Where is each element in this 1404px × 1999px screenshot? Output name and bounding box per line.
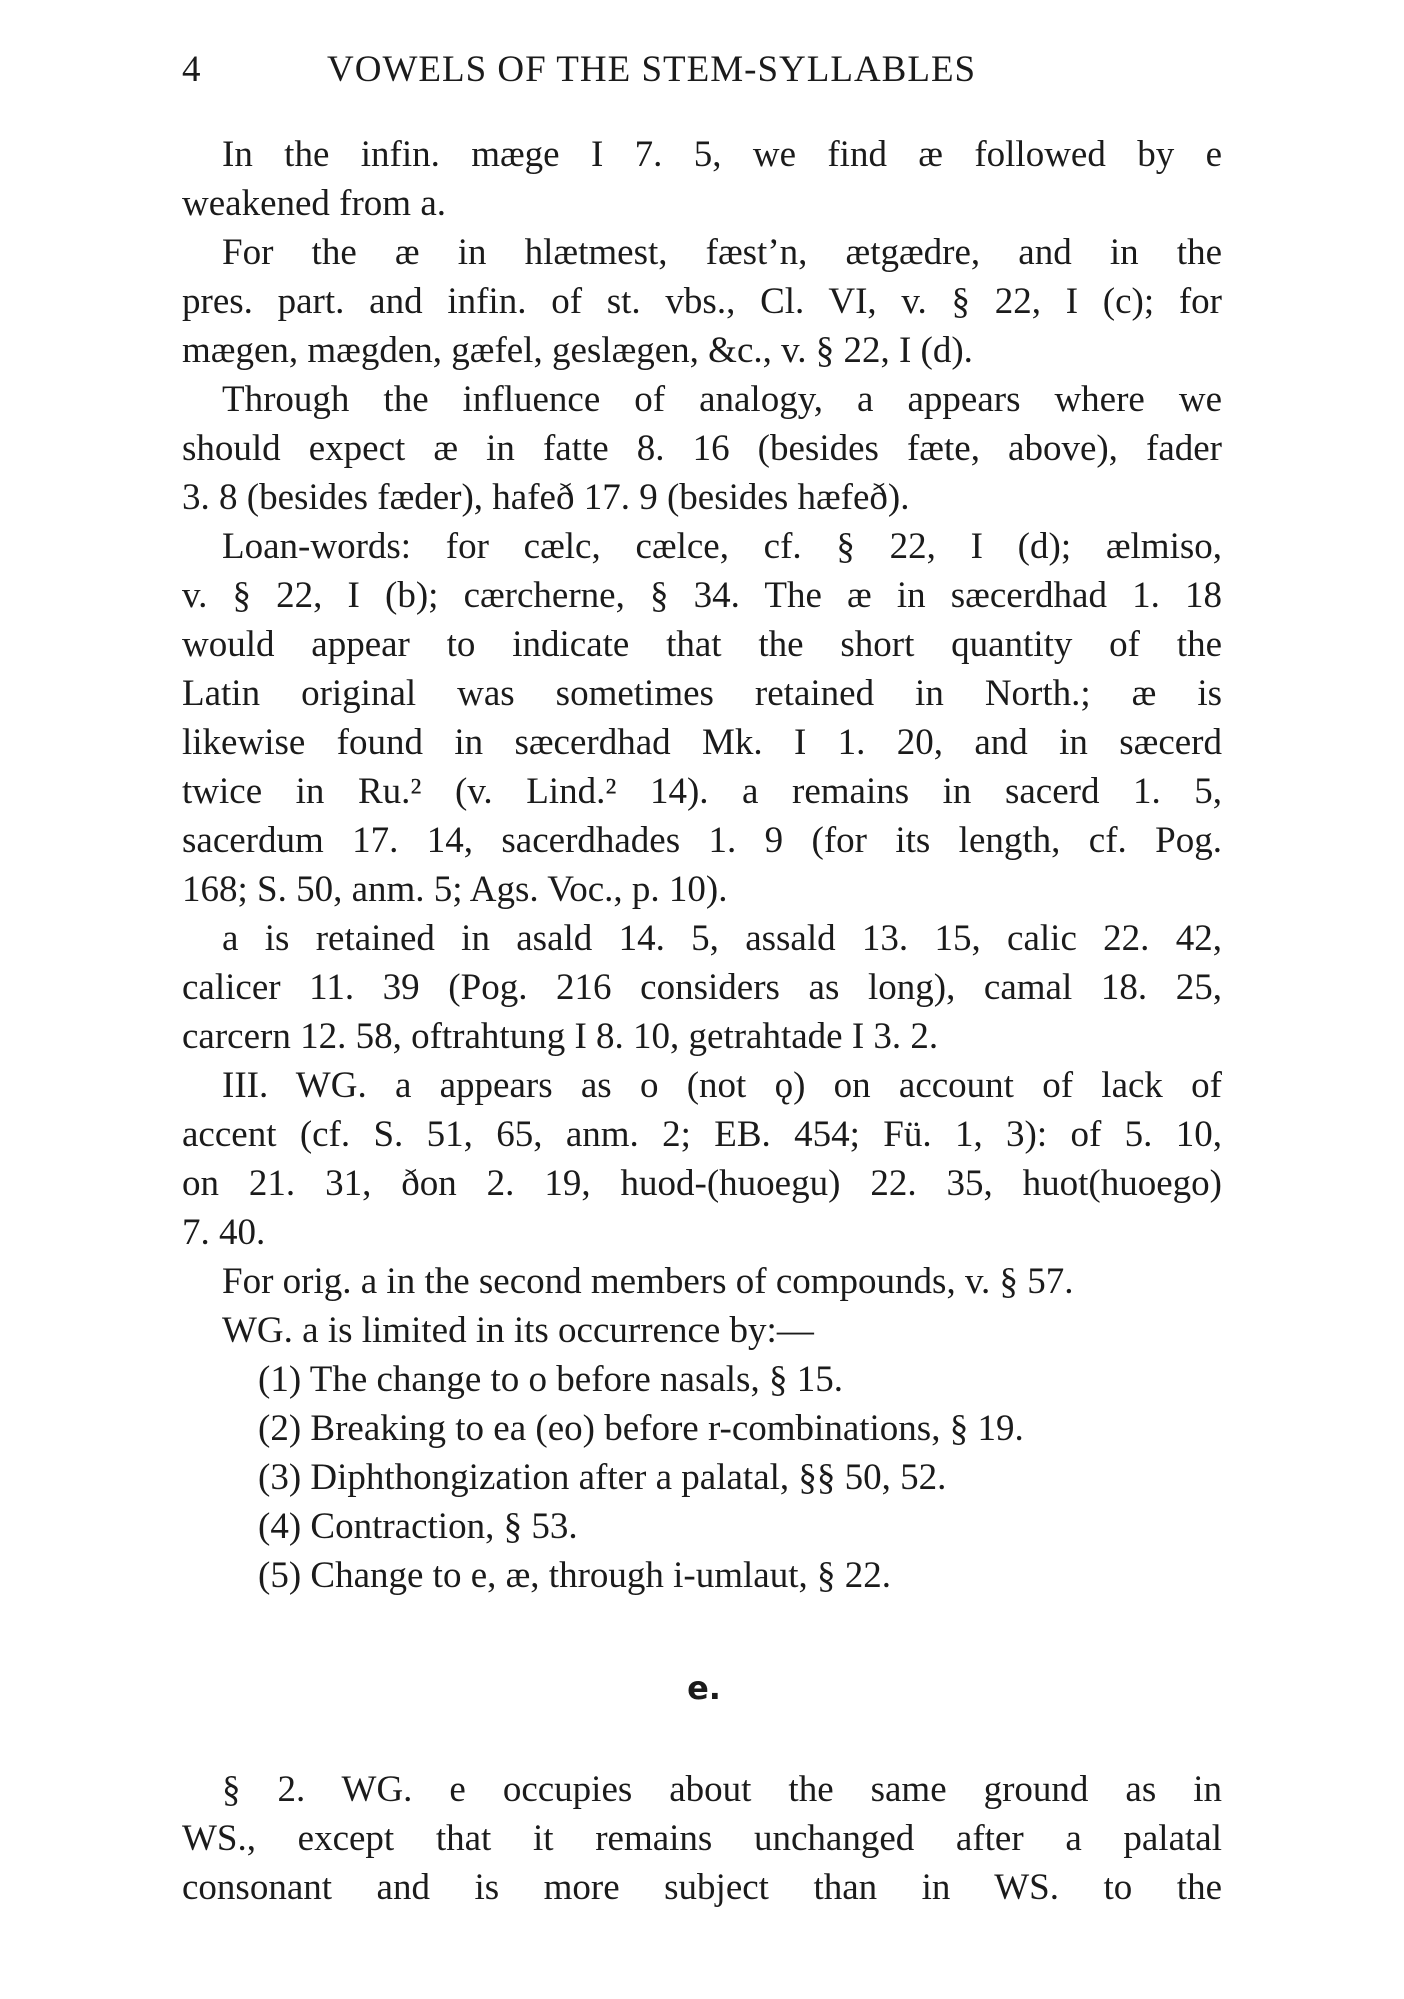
list-item: (2) Breaking to ea (eo) before r-combinations, § 19. [258,1408,1024,1449]
text-line: For the æ in hlætmest, fæst’n, ætgædre, and in the [222,232,1222,273]
body-text [182,130,1222,1912]
page-header [182,48,1222,98]
text-line: WG. a is limited in its occurrence by:— [222,1310,814,1351]
text-line: sacerdum 17. 14, sacerdhades 1. 9 (for its length, cf. Pog. [182,820,1222,861]
text-line: Through the influence of analogy, a appears where we [222,379,1222,420]
text-line: consonant and is more subject than in WS. to the [182,1867,1222,1908]
text-line: accent (cf. S. 51, 65, anm. 2; EB. 454; Fü. 1, 3): of 5. 10, [182,1114,1222,1155]
list-item: (1) The change to o before nasals, § 15. [258,1359,843,1400]
text-line: For orig. a in the second members of compounds, v. § 57. [222,1261,1074,1302]
text-line: calicer 11. 39 (Pog. 216 considers as long), camal 18. 25, [182,967,1222,1008]
text-line: § 2. WG. e occupies about the same ground as in [222,1769,1222,1810]
section-heading: e. [687,1669,721,1707]
text-line: v. § 22, I (b); cærcherne, § 34. The æ in sæcerdhad 1. 18 [182,575,1222,616]
text-line: Latin original was sometimes retained in North.; æ is [182,673,1222,714]
text-line: weakened from a. [182,183,447,224]
page-number: 4 [182,49,201,90]
list-item: (4) Contraction, § 53. [258,1506,578,1547]
text-line: mægen, mægden, gæfel, geslægen, &c., v. § 22, I (d). [182,330,973,371]
text-line: WS., except that it remains unchanged after a palatal [182,1818,1222,1859]
text-line: III. WG. a appears as o (not ǫ) on account of lack of [222,1065,1222,1106]
text-line: Loan-words: for cælc, cælce, cf. § 22, I (d); ælmiso, [222,526,1222,567]
list-item: (5) Change to e, æ, through i-umlaut, § 22. [258,1555,892,1596]
text-line: 168; S. 50, anm. 5; Ags. Voc., p. 10). [182,869,728,910]
text-line: In the infin. mæge I 7. 5, we find æ followed by e [222,134,1222,175]
text-line: 7. 40. [182,1212,266,1253]
text-line: pres. part. and infin. of st. vbs., Cl. VI, v. § 22, I (c); for [182,281,1222,322]
spacer [182,1600,1222,1664]
spacer [182,1713,1222,1765]
text-line: likewise found in sæcerdhad Mk. I 1. 20, and in sæcerd [182,722,1222,763]
running-head: VOWELS OF THE STEM-SYLLABLES [327,49,977,90]
text-line: a is retained in asald 14. 5, assald 13. 15, calic 22. 42, [222,918,1222,959]
text-line: 3. 8 (besides fæder), hafeð 17. 9 (besides hæfeð). [182,477,910,518]
text-line: carcern 12. 58, oftrahtung I 8. 10, getrahtade I 3. 2. [182,1016,939,1057]
text-line: would appear to indicate that the short quantity of the [182,624,1222,665]
text-line: should expect æ in fatte 8. 16 (besides fæte, above), fader [182,428,1222,469]
text-line: on 21. 31, ðon 2. 19, huod-(huoegu) 22. 35, huot(huoego) [182,1163,1222,1204]
text-line: twice in Ru.² (v. Lind.² 14). a remains in sacerd 1. 5, [182,771,1222,812]
list-item: (3) Diphthongization after a palatal, §§ 50, 52. [258,1457,947,1498]
